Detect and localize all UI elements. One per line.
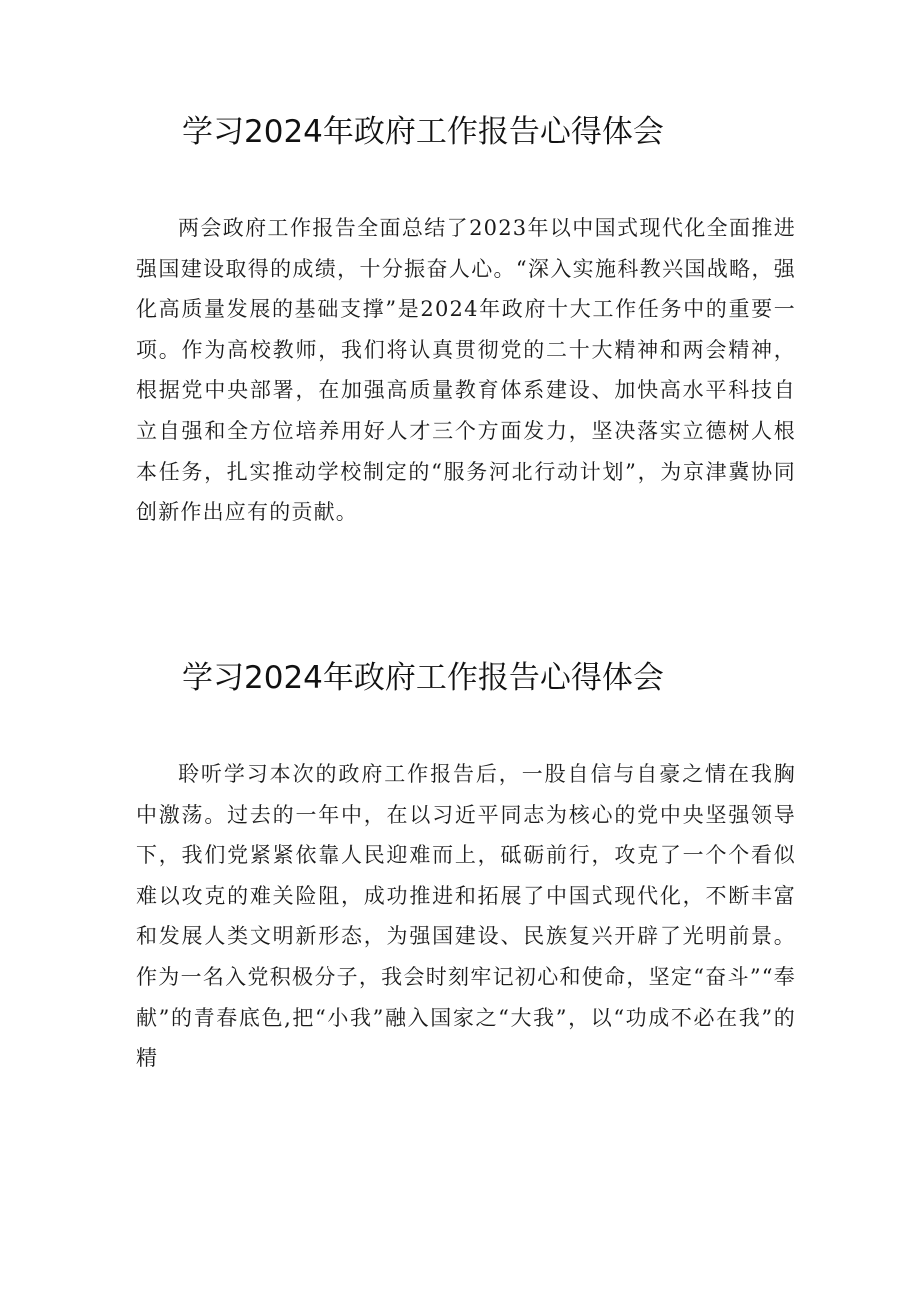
section-title: 学习2024年政府工作报告心得体会 — [182, 114, 664, 150]
section-title: 学习2024年政府工作报告心得体会 — [182, 660, 664, 696]
essay-section-1 — [136, 110, 796, 533]
section-paragraph: 聆听学习本次的政府工作报告后，一股自信与自豪之情在我胸中激荡。过去的一年中，在以习近平同志为核心的党中央坚强领导下，我们党紧紧依靠人民迎难而上，砥砺前行，攻克了一个个看似难以攻克的难关险阻，成功推进和拓展了中国式现代化，不断丰富和发展人类文明新形态，为强国建设、民族复兴开辟了光明前景。作为一名入党积极分子，我会时刻牢记初心和使命，坚定“奋斗”“奉献”的青春底色,把“小我”融入国家之“大我”，以“功成不必在我”的精 — [136, 762, 796, 1071]
essay-section-2 — [136, 656, 796, 1079]
section-paragraph: 两会政府工作报告全面总结了2023年以中国式现代化全面推进强国建设取得的成绩，十分振奋人心。“深入实施科教兴国战略，强化高质量发展的基础支撑”是2024年政府十大工作任务中的重要一项。作为高校教师，我们将认真贯彻党的二十大精神和两会精神，根据党中央部署，在加强高质量教育体系建设、加快高水平科技自立自强和全方位培养用好人才三个方面发力，坚决落实立德树人根本任务，扎实推动学校制定的“服务河北行动计划”，为京津冀协同创新作出应有的贡献。 — [136, 216, 796, 525]
